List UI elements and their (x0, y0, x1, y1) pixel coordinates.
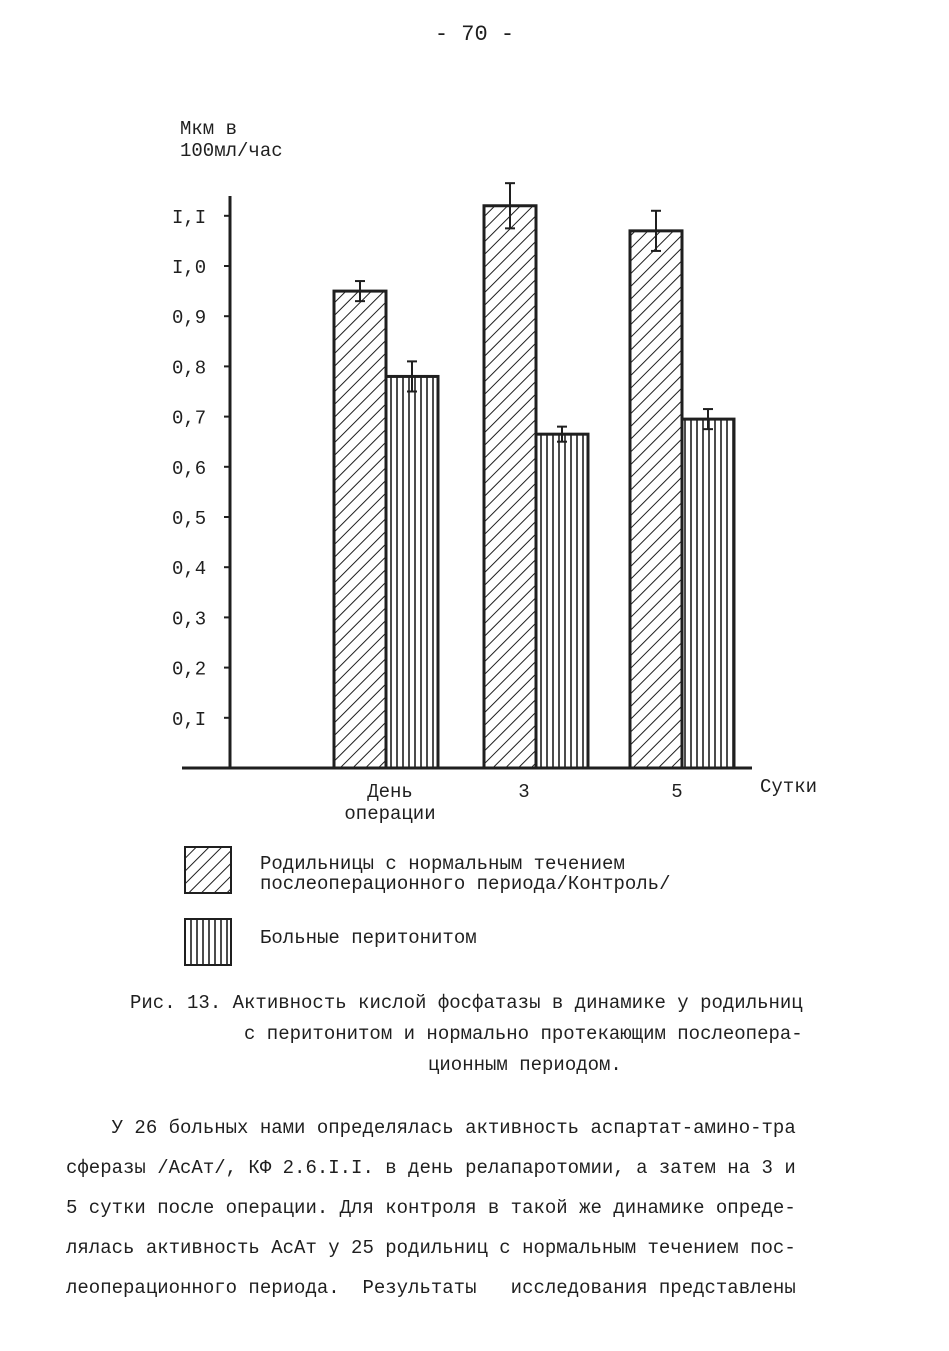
body-line: лялась активность АсАт у 25 родильниц с нормальным течением пос- (66, 1237, 796, 1259)
x-category-label: День операции (344, 781, 436, 825)
y-tick-label: 0,8 (172, 357, 207, 380)
bar (334, 291, 386, 768)
y-axis-label: Мкм в 100мл/час (180, 118, 283, 162)
legend-swatch-diagonal (184, 846, 232, 894)
y-tick-label: 0,4 (172, 558, 207, 581)
y-tick-label: I,0 (172, 257, 207, 279)
y-tick-label: 0,7 (172, 407, 207, 430)
caption-line-3: ционным периодом. (428, 1054, 622, 1076)
y-tick-label: 0,I (172, 708, 207, 731)
legend-label-peritonitis: Больные перитонитом (260, 927, 477, 949)
figure-caption (130, 988, 910, 1081)
body-paragraph (66, 1108, 892, 1308)
body-line: сферазы /АсАт/, КФ 2.6.I.I. в день релапаротомии, а затем на 3 и (66, 1157, 796, 1179)
body-line: У 26 больных нами определялась активность аспартат-амино-тра (66, 1117, 796, 1139)
legend-swatch-vertical (184, 918, 232, 966)
bar (630, 231, 682, 768)
bar (484, 206, 536, 768)
y-tick-label: 0,2 (172, 658, 207, 681)
x-category-label: 5 (671, 781, 683, 803)
caption-line-2: с перитонитом и нормально протекающим послеопера- (244, 1023, 803, 1045)
body-line: леоперационного периода. Результаты исследования представлены (66, 1277, 796, 1299)
legend-label-control: Родильницы с нормальным течением послеоперационного периода/Контроль/ (260, 853, 671, 895)
y-tick-label: 0,5 (172, 508, 207, 530)
page-number: - 70 - (434, 22, 515, 47)
x-axis-label: Сутки (760, 776, 818, 798)
bar (536, 434, 588, 768)
body-line: 5 сутки после операции. Для контроля в такой же динамике опреде- (66, 1197, 796, 1219)
y-tick-label: 0,9 (172, 307, 207, 330)
bar (682, 419, 734, 768)
bar (386, 376, 438, 768)
caption-line-1: Рис. 13. Активность кислой фосфатазы в динамике у родильниц (130, 992, 803, 1014)
x-category-label: 3 (518, 781, 530, 803)
y-tick-label: 0,6 (172, 457, 207, 480)
y-tick-label: 0,3 (172, 608, 207, 631)
y-tick-label: I,I (172, 206, 207, 229)
